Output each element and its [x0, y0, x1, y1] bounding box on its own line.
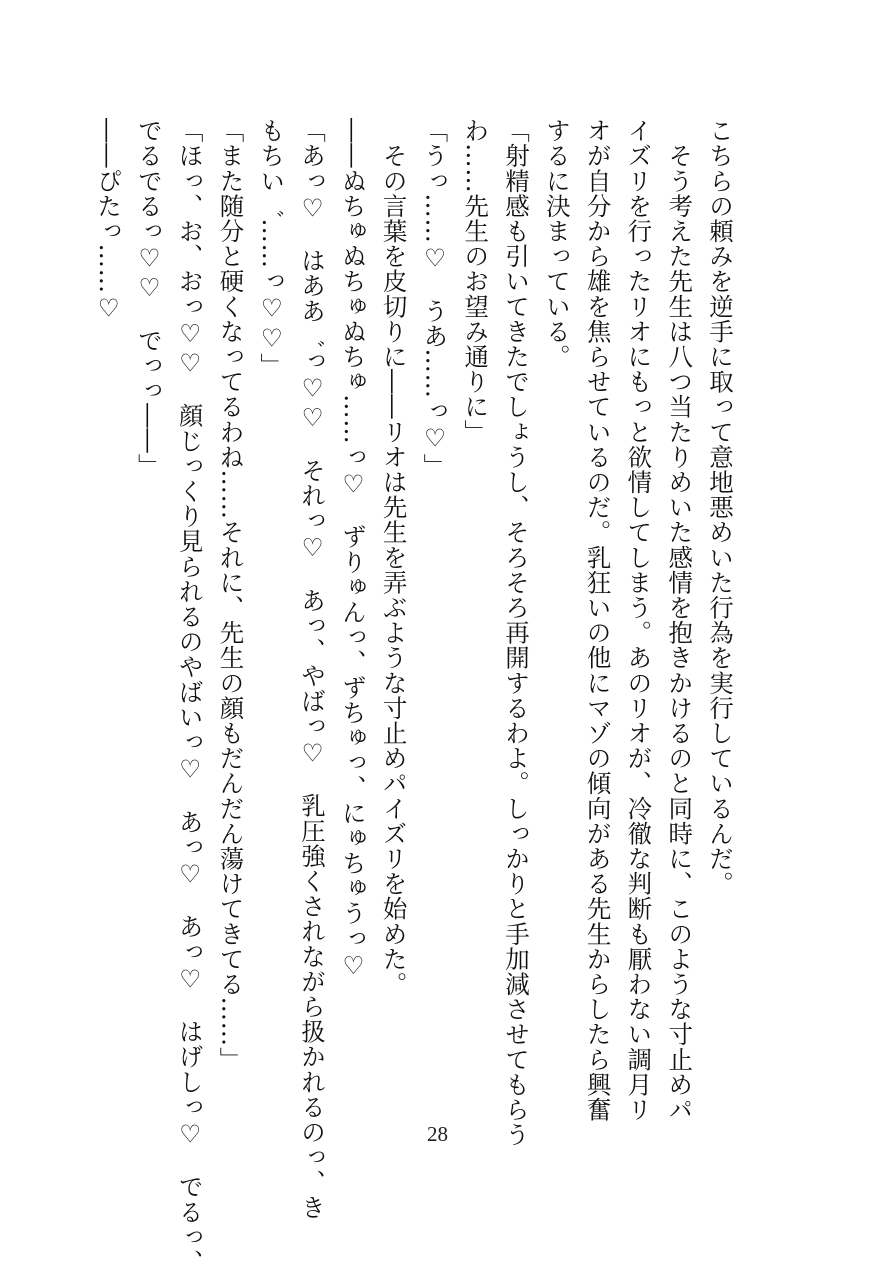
text-line: 「あっ♡ はああ゛っ♡♡ それっ♡ あっ、やばっ♡ 乳圧強くされながら扱かれるのっ、き: [298, 118, 328, 1220]
text-line: もちい゛……っ♡♡」: [257, 118, 287, 378]
text-line: わ……先生のお望み通りに」: [461, 118, 491, 445]
text-line: こちらの頼みを逆手に取って意地悪めいた行為を実行しているんだ。: [706, 118, 735, 897]
text-line: 「うっ……♡ うあ……っ♡」: [420, 118, 450, 479]
text-line: そう考えた先生は八つ当たりめいた感情を抱きかけるのと同時に、このような寸止めパ: [665, 118, 695, 1122]
text-line: 「また随分と硬くなってるわね……それに、先生の顔もだんだん蕩けてきてる……」: [216, 118, 246, 1072]
text-line: オが自分から雄を焦らせているのだ。乳狂いの他にマゾの傾向がある先生からしたら興奮: [583, 118, 613, 1122]
text-line: その言葉を皮切りに――リオは先生を弄ぶような寸止めパイズリを始めた。: [379, 118, 409, 997]
page-number: 28: [427, 1122, 448, 1146]
text-line: ――ぬちゅぬちゅぬちゅ……っ♡ ずりゅんっ、ずちゅっ、にゅちゅうっ♡: [338, 118, 368, 981]
text-line: するに決まっている。: [542, 118, 572, 369]
text-line: でるでるっ♡♡ でっっ――」: [134, 118, 164, 479]
text-line: 「射精感も引いてきたでしょうし、そろそろ再開するわよ。しっかりと手加減させてもらう: [502, 118, 532, 1148]
text-line: 「ほっ、お、おっ♡♡ 顔じっくり見られるのやばいっ♡ あっ♡ あっ♡ はげしっ♡ でるっ、: [175, 118, 205, 1275]
text-line: イズリを行ったリオにもっと欲情してしまう。あのリオが、冷徹な判断も厭わない調月リ: [624, 118, 654, 1122]
text-line: ――ぴたっ……♡: [94, 118, 124, 324]
